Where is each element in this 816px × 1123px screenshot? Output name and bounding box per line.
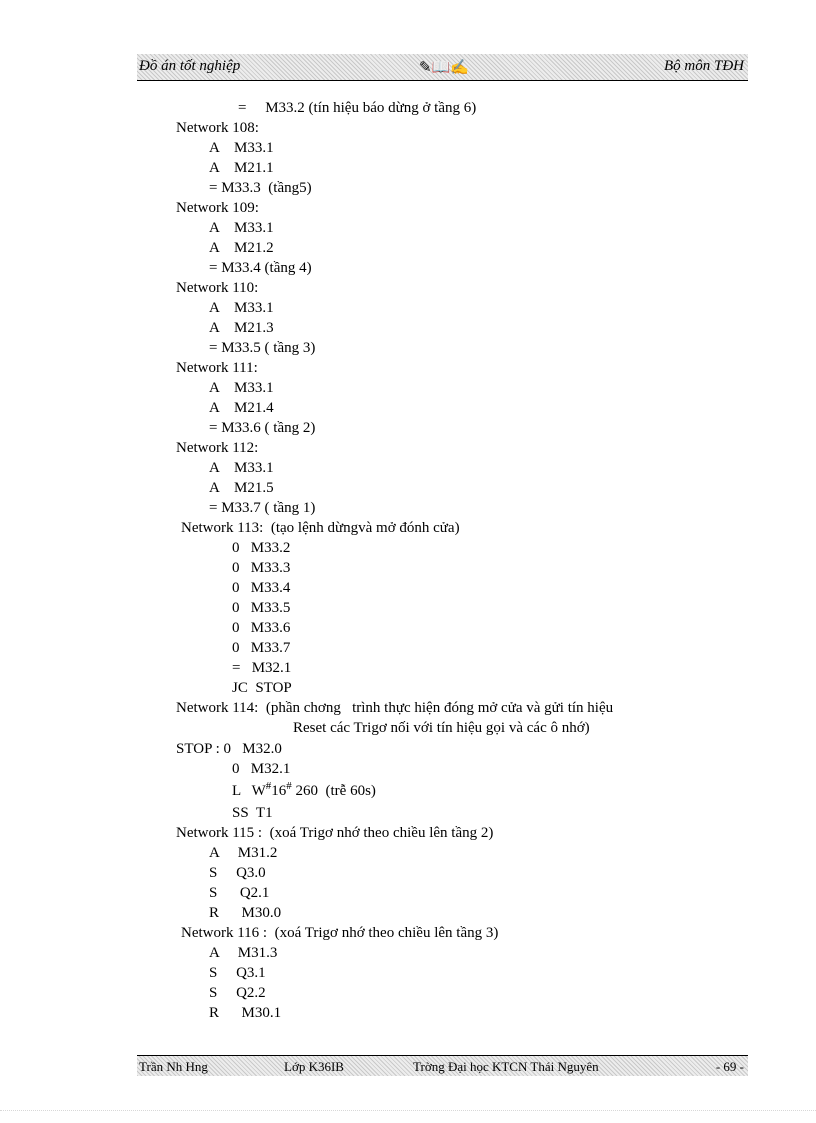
code-line: 0 M33.3 — [232, 560, 291, 576]
header-department: Bộ môn TĐH — [663, 58, 744, 74]
network-heading: Network 110: — [176, 280, 259, 296]
code-line: S Q2.2 — [209, 985, 266, 1001]
network-heading: Network 109: — [176, 200, 259, 216]
code-line: 0 M33.7 — [232, 640, 291, 656]
page-number: - 69 - — [715, 1059, 744, 1074]
network-heading: Network 116 : (xoá Trigơ nhớ theo chiều lên tầng 3) — [181, 925, 499, 941]
header-title: Đồ án tốt nghiệp — [139, 58, 241, 74]
footer-school: Trờng Đại học KTCN Thái Nguyên — [413, 1059, 599, 1074]
code-line: = M33.4 (tầng 4) — [209, 260, 312, 276]
code-line: = M33.5 ( tầng 3) — [209, 340, 316, 356]
code-line: R M30.1 — [209, 1005, 282, 1021]
network-heading: Network 113: (tạo lệnh dừngvà mở đónh cửa) — [181, 520, 460, 536]
page-footer — [137, 1055, 748, 1076]
code-line: = M33.7 ( tầng 1) — [209, 500, 316, 516]
network-heading: Network 114: (phần chơng trình thực hiện đóng mở cửa và gửi tín hiệu — [176, 700, 614, 716]
code-line: S Q3.0 — [209, 865, 266, 881]
book-ornament-icon: ✎📖✍ — [419, 60, 469, 76]
code-line: A M33.1 — [209, 220, 274, 236]
code-line: A M31.3 — [209, 945, 278, 961]
footer-class: Lớp K36IB — [284, 1059, 344, 1074]
code-line: JC STOP — [232, 680, 292, 696]
network-heading-continued: Reset các Trigơ nối với tín hiệu gọi và các ô nhớ) — [293, 720, 590, 736]
page-header — [137, 54, 748, 81]
code-line: A M33.1 — [209, 140, 274, 156]
code-line: = M33.2 (tín hiệu báo dừng ở tầng 6) — [238, 100, 477, 116]
code-line: 0 M33.5 — [232, 600, 291, 616]
network-heading: Network 112: — [176, 440, 259, 456]
code-line: A M21.3 — [209, 320, 274, 336]
code-line: S Q3.1 — [209, 965, 266, 981]
network-heading: Network 115 : (xoá Trigơ nhớ theo chiều lên tầng 2) — [176, 825, 494, 841]
code-line: = M33.6 ( tầng 2) — [209, 420, 316, 436]
code-line: A M21.2 — [209, 240, 274, 256]
code-line: R M30.0 — [209, 905, 282, 921]
code-line: A M21.4 — [209, 400, 274, 416]
code-line: A M33.1 — [209, 380, 274, 396]
code-line: 0 M33.4 — [232, 580, 291, 596]
code-line: SS T1 — [232, 805, 273, 821]
code-line: A M33.1 — [209, 300, 274, 316]
code-line: A M21.1 — [209, 160, 274, 176]
network-heading: Network 111: — [176, 360, 258, 376]
code-line: A M33.1 — [209, 460, 274, 476]
code-line: = M32.1 — [232, 660, 292, 676]
footer-author: Trần Nh Hng — [139, 1059, 208, 1074]
code-line: A M21.5 — [209, 480, 274, 496]
code-line: A M31.2 — [209, 845, 278, 861]
code-line: 0 M33.2 — [232, 540, 291, 556]
page-bottom-border — [0, 1110, 816, 1111]
code-line: STOP : 0 M32.0 — [176, 741, 282, 757]
code-line: 0 M32.1 — [232, 761, 291, 777]
code-line: 0 M33.6 — [232, 620, 291, 636]
network-heading: Network 108: — [176, 120, 259, 136]
code-line: = M33.3 (tầng5) — [209, 180, 312, 196]
timer-load-line: L W#16# 260 (trễ 60s) — [232, 780, 376, 799]
code-line: S Q2.1 — [209, 885, 270, 901]
